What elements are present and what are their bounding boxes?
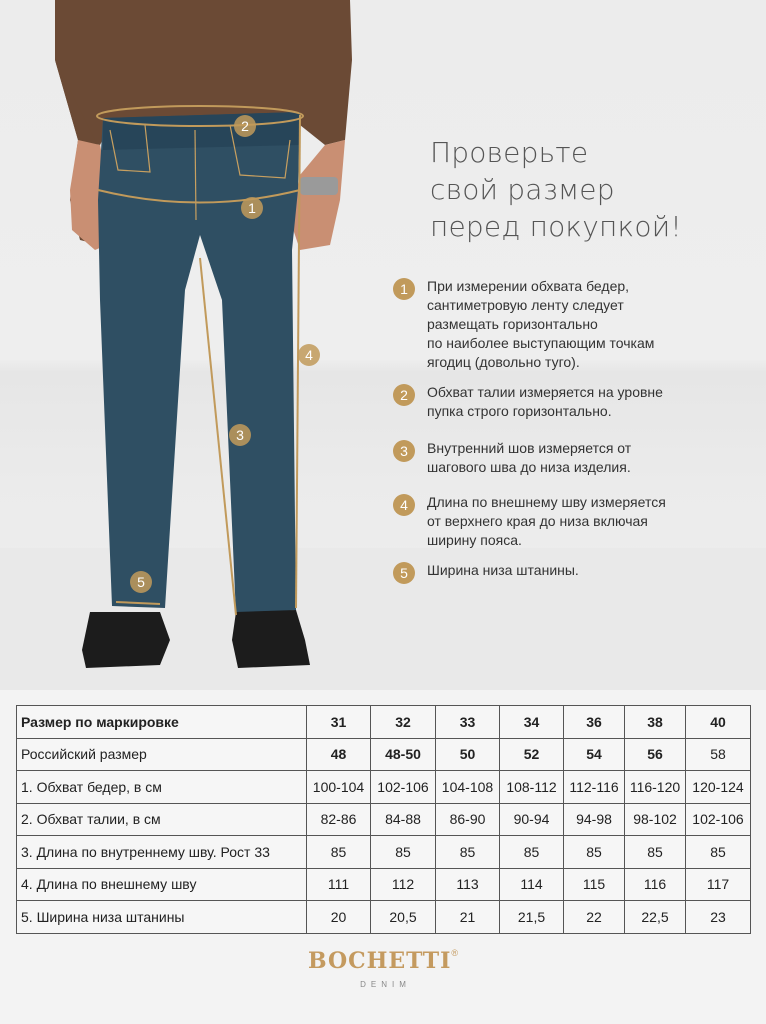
table-cell: 116-120 — [625, 771, 686, 804]
note-line: по наиболее выступающим точкам — [427, 335, 655, 351]
marker-3-label: 3 — [236, 427, 244, 443]
table-cell: 86-90 — [436, 803, 500, 836]
table-cell: 85 — [500, 836, 564, 869]
headline — [430, 134, 750, 245]
note-number-badge: 5 — [393, 562, 415, 584]
table-cell: 85 — [436, 836, 500, 869]
note-5 — [393, 561, 753, 584]
table-cell: 22,5 — [625, 901, 686, 934]
row-label: Российский размер — [17, 738, 307, 771]
table-cell: 100-104 — [307, 771, 371, 804]
marker-4-label: 4 — [305, 347, 313, 363]
table-cell: 94-98 — [564, 803, 625, 836]
headline-line: перед покупкой! — [430, 210, 682, 243]
note-3 — [393, 439, 753, 477]
table-cell: 85 — [307, 836, 371, 869]
note-number-badge: 1 — [393, 278, 415, 300]
size-chart-table — [16, 705, 751, 934]
note-number-badge: 2 — [393, 384, 415, 406]
table-row — [17, 836, 751, 869]
note-line: от верхнего края до низа включая — [427, 513, 648, 529]
row-label: 1. Обхват бедер, в см — [17, 771, 307, 804]
note-line: шагового шва до низа изделия. — [427, 459, 631, 475]
note-line: ягодиц (довольно туго). — [427, 354, 580, 370]
note-line: Обхват талии измеряется на уровне — [427, 384, 663, 400]
table-cell: 85 — [625, 836, 686, 869]
table-header-row — [17, 706, 751, 739]
table-row — [17, 771, 751, 804]
table-cell: 58 — [686, 738, 751, 771]
table-cell: 102-106 — [371, 771, 436, 804]
table-cell: 23 — [686, 901, 751, 934]
brand-name: BOCHETTI — [307, 948, 452, 974]
brand-subtitle: DENIM — [360, 980, 411, 989]
table-cell: 22 — [564, 901, 625, 934]
row-label: 5. Ширина низа штанины — [17, 901, 307, 934]
table-cell: 32 — [371, 706, 436, 739]
table-cell: 54 — [564, 738, 625, 771]
table-cell: 120-124 — [686, 771, 751, 804]
row-label: Размер по маркировке — [17, 706, 307, 739]
table-cell: 38 — [625, 706, 686, 739]
table-cell: 34 — [500, 706, 564, 739]
note-number-badge: 4 — [393, 494, 415, 516]
table-cell: 85 — [686, 836, 751, 869]
headline-line: свой размер — [430, 173, 615, 206]
note-4 — [393, 493, 753, 550]
table-cell: 21 — [436, 901, 500, 934]
table-cell: 36 — [564, 706, 625, 739]
table-cell: 31 — [307, 706, 371, 739]
note-number-badge: 3 — [393, 440, 415, 462]
table-cell: 52 — [500, 738, 564, 771]
brand-logo — [0, 948, 766, 989]
marker-1-label: 1 — [248, 200, 256, 216]
row-label: 3. Длина по внутреннему шву. Рост 33 — [17, 836, 307, 869]
table-cell: 82-86 — [307, 803, 371, 836]
table-cell: 20,5 — [371, 901, 436, 934]
marker-5-label: 5 — [137, 574, 145, 590]
table-cell: 48-50 — [371, 738, 436, 771]
row-label: 2. Обхват талии, в см — [17, 803, 307, 836]
table-cell: 85 — [564, 836, 625, 869]
table-cell: 33 — [436, 706, 500, 739]
table-row — [17, 803, 751, 836]
note-line: При измерении обхвата бедер, — [427, 278, 630, 294]
note-2 — [393, 383, 753, 421]
table-cell: 116 — [625, 868, 686, 901]
note-line: Ширина низа штанины. — [427, 562, 579, 578]
table-cell: 102-106 — [686, 803, 751, 836]
table-cell: 21,5 — [500, 901, 564, 934]
table-cell: 40 — [686, 706, 751, 739]
table-cell: 85 — [371, 836, 436, 869]
table-cell: 98-102 — [625, 803, 686, 836]
table-cell: 84-88 — [371, 803, 436, 836]
note-line: сантиметровую ленту следует — [427, 297, 624, 313]
table-cell: 48 — [307, 738, 371, 771]
headline-line: Проверьте — [430, 136, 589, 169]
table-cell: 114 — [500, 868, 564, 901]
table-row — [17, 738, 751, 771]
table-cell: 112 — [371, 868, 436, 901]
row-label: 4. Длина по внешнему шву — [17, 868, 307, 901]
table-cell: 111 — [307, 868, 371, 901]
table-cell: 20 — [307, 901, 371, 934]
table-row — [17, 901, 751, 934]
note-line: ширину пояса. — [427, 532, 522, 548]
table-cell: 115 — [564, 868, 625, 901]
note-line: пупка строго горизонтально. — [427, 403, 612, 419]
table-cell: 56 — [625, 738, 686, 771]
table-cell: 108-112 — [500, 771, 564, 804]
brand-registered-mark: ® — [451, 948, 459, 958]
note-line: Длина по внешнему шву измеряется — [427, 494, 666, 510]
table-cell: 112-116 — [564, 771, 625, 804]
marker-2-label: 2 — [241, 118, 249, 134]
table-cell: 104-108 — [436, 771, 500, 804]
table-cell: 117 — [686, 868, 751, 901]
table-cell: 113 — [436, 868, 500, 901]
table-cell: 90-94 — [500, 803, 564, 836]
note-line: Внутренний шов измеряется от — [427, 440, 632, 456]
note-line: размещать горизонтально — [427, 316, 598, 332]
table-row — [17, 868, 751, 901]
note-1 — [393, 277, 753, 372]
table-cell: 50 — [436, 738, 500, 771]
